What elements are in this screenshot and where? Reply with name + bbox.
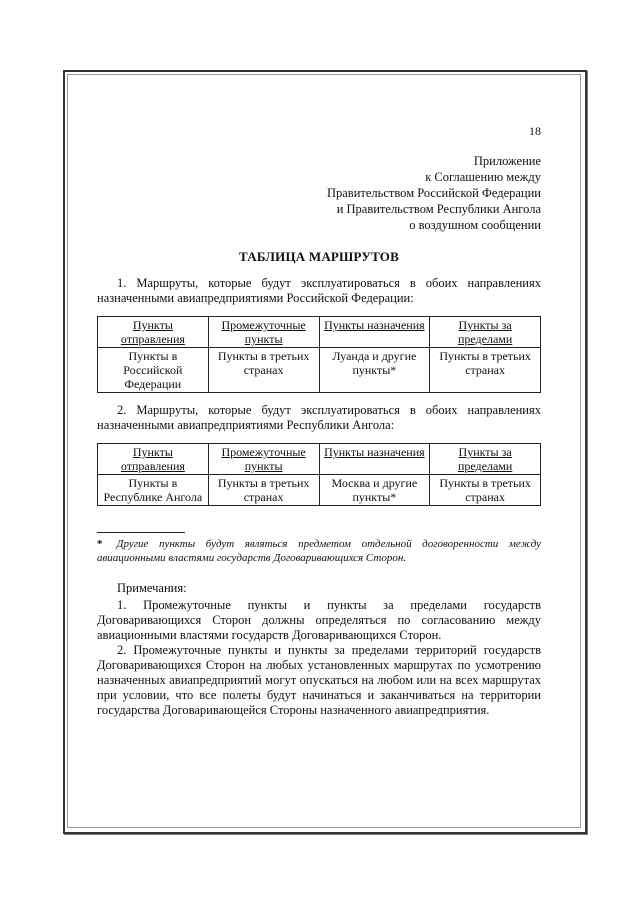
routes-table-angola bbox=[97, 443, 541, 506]
table-header-cell: Пункты отправления bbox=[98, 317, 209, 348]
appendix-header bbox=[97, 153, 541, 233]
footnote bbox=[97, 537, 541, 565]
note-item: 2. Промежуточные пункты и пункты за пределами территорий государств Договаривающихся Сторон на любых установленных маршрутах по усмотрению назначенных авиапредприятий могут опускаться на любом или на всех маршрутах при условии, что все полеты будут начинаться и заканчиваться на территории государства Договаривающейся Стороны назначенного авиапредприятия. bbox=[97, 643, 541, 717]
appendix-line: Правительством Российской Федерации bbox=[326, 186, 541, 200]
table-cell: Пункты в Российской Федерации bbox=[98, 348, 209, 393]
note-item: 1. Промежуточные пункты и пункты за пределами государств Договаривающихся Сторон должны определяться по согласованию между авиационными властями государств Договаривающихся Сторон. bbox=[97, 598, 541, 642]
table-cell: Пункты в третьих странах bbox=[208, 475, 319, 506]
table-header-cell: Пункты назначения bbox=[319, 444, 430, 475]
section-2-text: 2. Маршруты, которые будут эксплуатироваться в обоих направлениях назначенными авиапредприятиями Республики Ангола: bbox=[97, 403, 541, 432]
table-header-cell: Пункты отправления bbox=[98, 444, 209, 475]
table-cell: Пункты в третьих странах bbox=[208, 348, 319, 393]
appendix-line: о воздушном сообщении bbox=[409, 218, 541, 232]
table-cell: Москва и другие пункты* bbox=[319, 475, 430, 506]
footnote-mark: * bbox=[97, 538, 103, 550]
table-cell: Луанда и другие пункты* bbox=[319, 348, 430, 393]
routes-table-russia bbox=[97, 316, 541, 393]
appendix-line: к Соглашению между bbox=[425, 170, 541, 184]
table-header-cell: Пункты назначения bbox=[319, 317, 430, 348]
notes-heading: Примечания: bbox=[117, 581, 187, 595]
table-header-row bbox=[98, 444, 541, 475]
table-cell: Пункты в третьих странах bbox=[430, 348, 541, 393]
table-header-cell: Пункты за пределами bbox=[430, 444, 541, 475]
table-header-row bbox=[98, 317, 541, 348]
table-cell: Пункты в Республике Ангола bbox=[98, 475, 209, 506]
table-row bbox=[98, 475, 541, 506]
table-cell: Пункты в третьих странах bbox=[430, 475, 541, 506]
section-1-text: 1. Маршруты, которые будут эксплуатироваться в обоих направлениях назначенными авиапредприятиями Российской Федерации: bbox=[97, 276, 541, 305]
footnote-text: Другие пункты будут являться предметом отдельной договоренности между авиационными властями государств Договаривающихся Сторон. bbox=[97, 538, 541, 564]
table-row bbox=[98, 348, 541, 393]
table-header-cell: Промежуточные пункты bbox=[208, 317, 319, 348]
footnote-divider bbox=[97, 532, 185, 533]
page-number: 18 bbox=[529, 124, 541, 138]
document-body bbox=[97, 124, 541, 718]
appendix-line: Приложение bbox=[473, 154, 541, 168]
document-title: ТАБЛИЦА МАРШРУТОВ bbox=[239, 249, 399, 264]
table-header-cell: Пункты за пределами bbox=[430, 317, 541, 348]
appendix-line: и Правительством Республики Ангола bbox=[336, 202, 541, 216]
table-header-cell: Промежуточные пункты bbox=[208, 444, 319, 475]
